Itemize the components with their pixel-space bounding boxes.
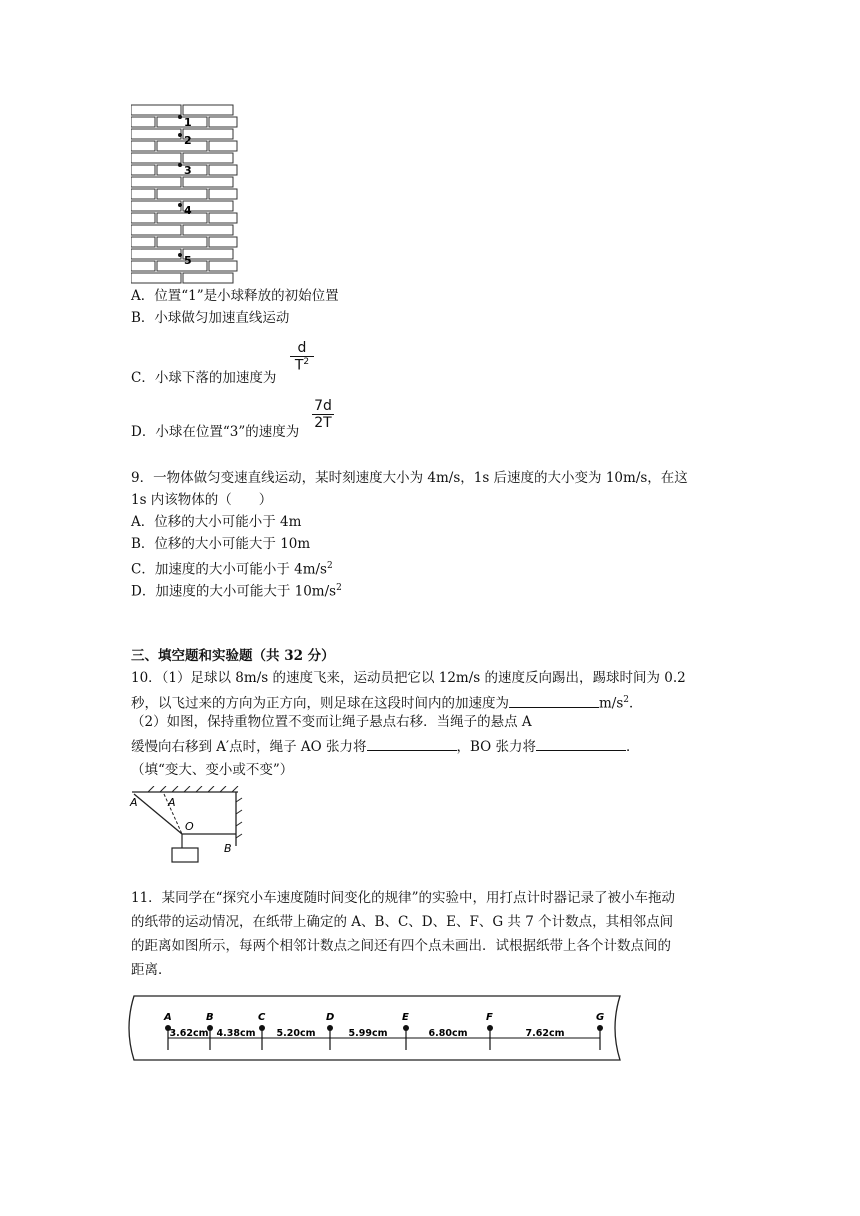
q8-option-d: D．小球在位置“3”的速度为 [131, 424, 300, 440]
brick [157, 237, 207, 247]
brick [209, 237, 237, 247]
tape-distance-label: 4.38cm [216, 1028, 256, 1039]
section-title: 三、填空题和实验题（共 32 分） [131, 648, 335, 664]
q9-option-c: C．加速度的大小可能小于 $4m/s^2$ [131, 561, 333, 578]
brick [131, 213, 155, 223]
q10-line1: 10．（1）足球以 8m/s 的速度飞来，运动员把它以 12m/s 的速度反向踢出，踢球时间为 0.2 [131, 670, 686, 686]
tape-point-label: A [164, 1012, 172, 1023]
brick [131, 261, 155, 271]
brick [209, 213, 237, 223]
brick [131, 129, 181, 139]
brick [131, 165, 155, 175]
brick [131, 249, 181, 259]
brick [131, 177, 181, 187]
q8-option-b: B．小球做匀加速直线运动 [131, 310, 290, 326]
brick [131, 141, 155, 151]
rope-figure [128, 786, 246, 866]
position-label: 3 [184, 164, 192, 177]
q10-line2: 秒，以飞过来的方向为正方向，则足球在这段时间内的加速度为 $m/s^2$． [131, 690, 643, 714]
brick [131, 201, 181, 211]
brick [183, 225, 233, 235]
ball-position [178, 133, 182, 137]
label-o: O [185, 820, 194, 833]
tape-distance-label: 6.80cm [428, 1028, 468, 1039]
fraction-numerator: 7d [314, 398, 332, 414]
tape-distance-label: 5.20cm [276, 1028, 316, 1039]
brick [209, 189, 237, 199]
brick [183, 273, 233, 283]
brick [131, 105, 181, 115]
paper-tape-figure [124, 992, 634, 1064]
ball-position [178, 203, 182, 207]
q10-line4: 缓慢向右移到 A′点时，绳子 AO 张力将 ，BO 张力将 ． [131, 736, 640, 757]
q10-line5: （填“变大、变小或不变”） [131, 762, 294, 778]
brick [183, 153, 233, 163]
brick [131, 153, 181, 163]
brick [131, 237, 155, 247]
q10-line3: （2）如图，保持重物位置不变而让绳子悬点右移．当绳子的悬点 A [131, 714, 532, 730]
q8-option-a: A．位置“1”是小球释放的初始位置 [131, 288, 339, 304]
answer-blank [509, 693, 599, 708]
brick [209, 117, 237, 127]
q11-line3: 的距离如图所示，每两个相邻计数点之间还有四个点未画出．试根据纸带上各个计数点间的 [131, 938, 671, 954]
brick [209, 141, 237, 151]
brick [209, 165, 237, 175]
q8-option-c: C．小球下落的加速度为 [131, 370, 277, 386]
fraction-denominator: $T^2$ [290, 356, 314, 374]
q9-option-a: A．位移的大小可能小于 4m [131, 514, 302, 530]
brick [157, 117, 207, 127]
q11-line1: 11．某同学在“探究小车速度随时间变化的规律”的实验中，用打点计时器记录了被小车拖动 [131, 890, 675, 906]
ball-position [178, 163, 182, 167]
tape-point-label: G [596, 1012, 605, 1023]
q11-line2: 的纸带的运动情况，在纸带上确定的 A、B、C、D、E、F、G 共 7 个计数点，其相邻点间 [131, 914, 674, 930]
brick [131, 117, 155, 127]
tape-distance-label: 5.99cm [348, 1028, 388, 1039]
tape-distance-label: 7.62cm [525, 1028, 565, 1039]
fraction-numerator: d [297, 340, 307, 356]
brick [183, 177, 233, 187]
q8-option-c-fraction [290, 340, 314, 374]
tape-point-label: C [258, 1012, 266, 1023]
tape-point-label: B [206, 1012, 214, 1023]
brick [157, 261, 207, 271]
position-label: 5 [184, 254, 192, 267]
brick [157, 141, 207, 151]
brick [131, 273, 181, 283]
q9-option-d: D．加速度的大小可能大于 $10m/s^2$ [131, 583, 342, 600]
fraction-denominator: 2T [312, 414, 334, 431]
tape-point-label: D [326, 1012, 335, 1023]
brick [157, 213, 207, 223]
q9-stem-line1: 9．一物体做匀变速直线运动，某时刻速度大小为 4m/s，1s 后速度的大小变为 10m/s，在这 [131, 470, 688, 486]
position-label: 1 [184, 116, 192, 129]
tape-point-label: F [486, 1012, 493, 1023]
brick [209, 261, 237, 271]
answer-blank [536, 736, 626, 751]
answer-blank [367, 736, 457, 751]
q11-line4: 距离． [131, 962, 172, 978]
tape-distance-label: 3.62cm [169, 1028, 209, 1039]
brick [157, 189, 207, 199]
tape-point-label: E [402, 1012, 409, 1023]
brick [183, 105, 233, 115]
position-label: 2 [184, 134, 192, 147]
q9-option-b: B．位移的大小可能大于 10m [131, 536, 311, 552]
label-a: A [130, 796, 138, 809]
label-b: B [224, 842, 232, 855]
brick [131, 189, 155, 199]
ball-position [178, 253, 182, 257]
q9-stem-line2: 1s 内该物体的（ ） [131, 492, 273, 508]
brick [157, 165, 207, 175]
brick-wall-figure [131, 104, 241, 286]
brick [131, 225, 181, 235]
q8-option-d-fraction [312, 398, 334, 431]
ball-position [178, 115, 182, 119]
label-a-prime: A [168, 796, 176, 809]
position-label: 4 [184, 204, 192, 217]
